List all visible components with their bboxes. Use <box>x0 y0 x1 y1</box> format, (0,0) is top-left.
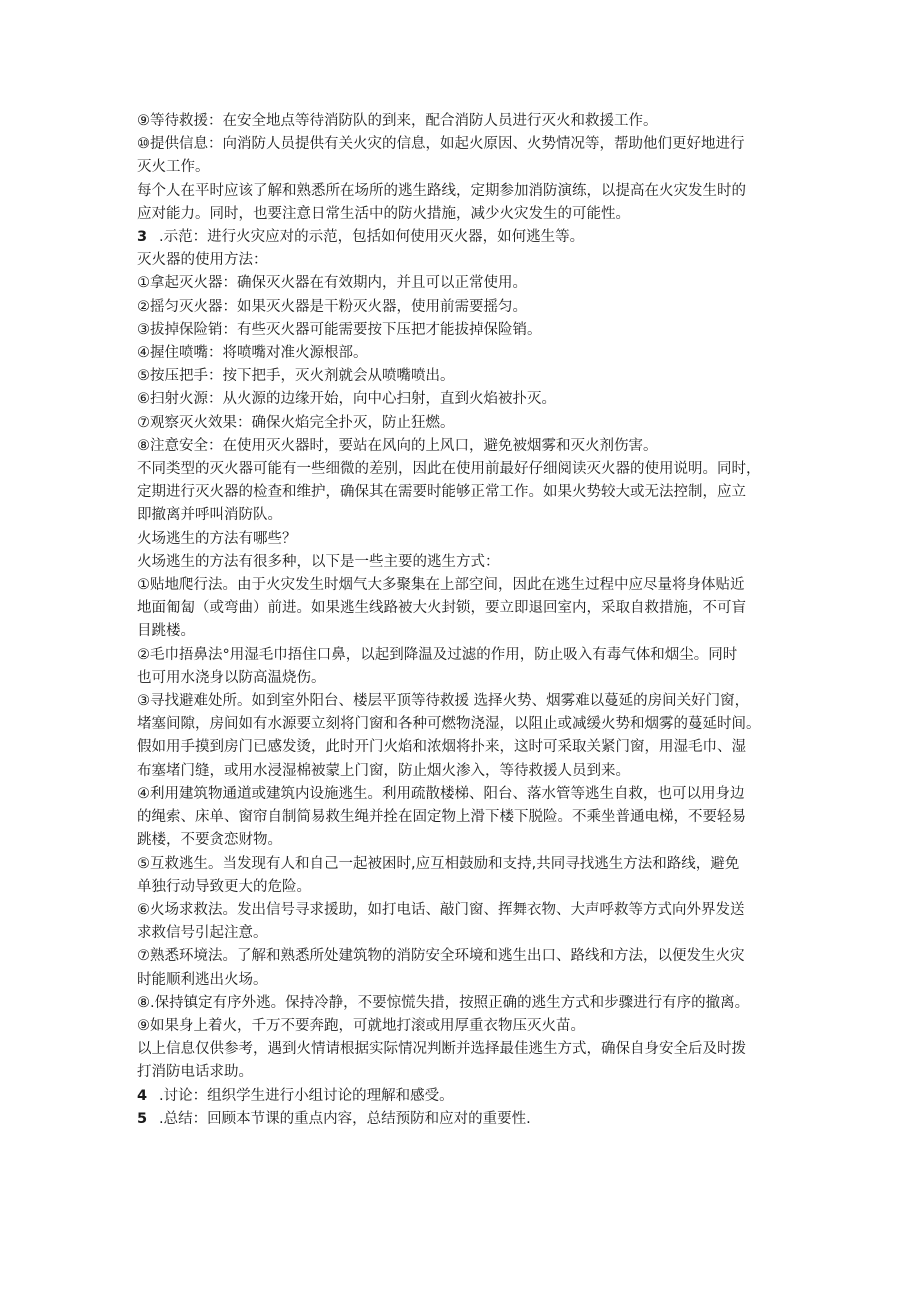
text-line: 假如用手摸到房门已感发烫，此时开门火焰和浓烟将扑来，这时可采取关紧门窗，用湿毛巾、湿 <box>137 739 746 756</box>
text-line: 目跳楼。 <box>137 623 195 640</box>
text-line: 堵塞间隙，房间如有水源要立刻将门窗和各种可燃物浇湿，以阻止或减缓火势和烟雾的蔓延时间。 <box>137 716 761 733</box>
text-line: 每个人在平时应该了解和熟悉所在场所的逃生路线，定期参加消防演练，以提高在火灾发生时的 <box>137 182 746 199</box>
text-line: ⑦观察灭火效果：确保火焰完全扑灭，防止狂燃。 <box>137 414 455 431</box>
text-line: 以上信息仅供参考，遇到火情请根据实际情况判断并选择最佳逃生方式，确保自身安全后及时拨 <box>137 1041 746 1058</box>
numbered-step <box>137 1085 793 1108</box>
numbered-step <box>137 1108 793 1131</box>
text-line: ⑤互救逃生。当发现有人和自己一起被困时,应互相鼓励和支持,共同寻找逃生方法和路线，避免 <box>137 855 740 872</box>
step-number: 3 <box>137 229 148 246</box>
text-line: 单独行动导致更大的危险。 <box>137 878 311 895</box>
text-line: 火场逃生的方法有哪些？ <box>137 530 297 547</box>
text-line: ⑤按压把手：按下把手，灭火剂就会从喷嘴喷出。 <box>137 368 455 385</box>
step-number: 4 <box>137 1087 148 1104</box>
document-body <box>137 110 793 1131</box>
step-text: .总结：回顾本节课的重点内容，总结预防和应对的重要性. <box>159 1110 531 1127</box>
text-line: ⑧注意安全：在使用灭火器时，要站在风向的上风口，避免被烟雾和灭火剂伤害。 <box>137 437 658 454</box>
text-line: 不同类型的灭火器可能有一些细微的差别，因此在使用前最好仔细阅读灭火器的使用说明。同时， <box>137 461 761 478</box>
text-line: ⑩提供信息：向消防人员提供有关火灾的信息，如起火原因、火势情况等，帮助他们更好地进行 <box>137 136 745 153</box>
text-line: ⑥扫射火源：从火源的边缘开始，向中心扫射，直到火焰被扑灭。 <box>137 391 556 408</box>
text-line: ⑦熟悉环境法。了解和熟悉所处建筑物的消防安全环境和逃生出口、路线和方法，以便发生火灾 <box>137 948 745 965</box>
text-line: 布塞堵门缝，或用水浸湿棉被蒙上门窗，防止烟火渗入，等待救援人员到来。 <box>137 762 630 779</box>
text-line: 打消防电话求助。 <box>137 1064 253 1081</box>
text-line: 定期进行灭火器的检查和维护，确保其在需要时能够正常工作。如果火势较大或无法控制，应立 <box>137 484 746 501</box>
text-line: 的绳索、床单、窗帘自制简易救生绳并拴在固定物上滑下楼下脱险。不乘坐普通电梯，不要轻易 <box>137 809 746 826</box>
text-line: ②摇匀灭火器：如果灭火器是干粉灭火器，使用前需要摇匀。 <box>137 298 527 315</box>
text-line: 火场逃生的方法有很多种，以下是一些主要的逃生方式： <box>137 553 500 570</box>
text-line: ⑥火场求救法。发出信号寻求援助，如打电话、敲门窗、挥舞衣物、大声呼救等方式向外界发送 <box>137 901 745 918</box>
step-number: 5 <box>137 1110 148 1127</box>
text-line: 灭火工作。 <box>137 159 210 176</box>
text-line: ③拔掉保险销：有些灭火器可能需要按下压把才能拔掉保险销。 <box>137 321 542 338</box>
step-text: .示范：进行火灾应对的示范，包括如何使用灭火器，如何逃生等。 <box>159 229 585 246</box>
text-line: 应对能力。同时，也要注意日常生活中的防火措施，减少火灾发生的可能性。 <box>137 205 630 222</box>
text-line: ④握住喷嘴：将喷嘴对准火源根部。 <box>137 345 368 362</box>
text-line: ②毛巾捂鼻法°用湿毛巾捂住口鼻，以起到降温及过滤的作用，防止吸入有毒气体和烟尘。同时 <box>137 646 738 663</box>
text-line: 跳楼，不要贪恋财物。 <box>137 832 282 849</box>
step-text: .讨论：组织学生进行小组讨论的理解和感受。 <box>159 1087 454 1104</box>
text-line: ⑧.保持镇定有序外逃。保持冷静，不要惊慌失措，按照正确的逃生方式和步骤进行有序的撤离。 <box>137 994 750 1011</box>
text-line: 时能顺利逃出火场。 <box>137 971 268 988</box>
text-line: ④利用建筑物通道或建筑内设施逃生。利用疏散楼梯、阳台、落水管等逃生自救，也可以用身边 <box>137 785 745 802</box>
text-line: 即撤离并呼叫消防队。 <box>137 507 282 524</box>
text-line: 求救信号引起注意。 <box>137 925 268 942</box>
text-line: ⑨等待救援：在安全地点等待消防队的到来，配合消防人员进行灭火和救援工作。 <box>137 113 658 129</box>
text-line: 灭火器的使用方法： <box>137 252 268 269</box>
text-line: ①拿起灭火器：确保灭火器在有效期内，并且可以正常使用。 <box>137 275 527 292</box>
text-line: 也可用水浇身以防高温烧伤。 <box>137 669 326 686</box>
text-line: 地面匍匐（或弯曲）前进。如果逃生线路被大火封锁，要立即退回室内，采取自救措施，不可盲 <box>137 600 746 617</box>
text-line: ⑨如果身上着火，千万不要奔跑，可就地打滚或用厚重衣物压灭火苗。 <box>137 1017 585 1034</box>
numbered-step <box>137 226 793 249</box>
text-line: ③寻找避难处所。如到室外阳台、楼层平顶等待救援 选择火势、烟雾难以蔓延的房间关好门窗， <box>137 693 750 710</box>
text-line: ①贴地爬行法。由于火灾发生时烟气大多聚集在上部空间，因此在逃生过程中应尽量将身体贴近 <box>137 577 745 594</box>
